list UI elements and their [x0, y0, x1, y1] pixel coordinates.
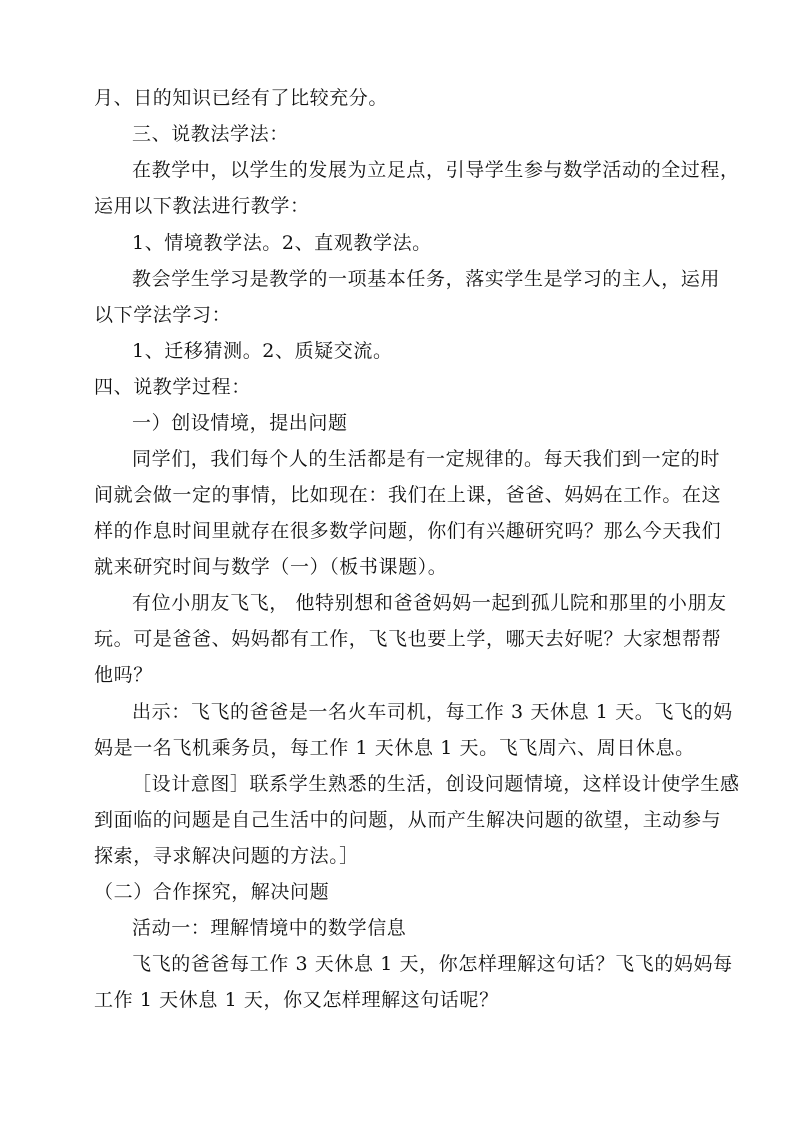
design-intent-line: ［设计意图］联系学生熟悉的生活，创设问题情境，这样设计使学生感: [132, 773, 740, 795]
subsection-heading: 一）创设情境，提出问题: [132, 412, 348, 434]
text-line: 月、日的知识已经有了比较充分。: [94, 87, 389, 109]
text-line: 工作 1 天休息 1 天，你又怎样理解这句话呢？: [94, 989, 499, 1011]
text-line: 教会学生学习是教学的一项基本任务，落实学生是学习的主人，运用: [132, 268, 721, 290]
text-line: 妈是一名飞机乘务员，每工作 1 天休息 1 天。飞飞周六、周日休息。: [94, 737, 695, 759]
text-line: 同学们，我们每个人的生活都是有一定规律的。每天我们到一定的时: [132, 448, 721, 470]
activity-heading: 活动一：理解情境中的数学信息: [132, 917, 407, 939]
text-line: 在教学中，以学生的发展为立足点，引导学生参与数学活动的全过程，: [132, 159, 740, 181]
text-line: 就来研究时间与数学（一）（板书课题）。: [94, 556, 448, 578]
section-heading: 四、说教学过程：: [94, 376, 251, 398]
text-line: 间就会做一定的事情，比如现在：我们在上课，爸爸、妈妈在工作。在这: [94, 484, 722, 506]
design-intent-line: 到面临的问题是自己生活中的问题，从而产生解决问题的欲望，主动参与: [94, 809, 722, 831]
text-line: 以下学法学习：: [94, 304, 232, 326]
text-line: 运用以下教法进行教学：: [94, 195, 310, 217]
text-line: 玩。可是爸爸、妈妈都有工作，飞飞也要上学，哪天去好呢？大家想帮帮: [94, 628, 722, 650]
text-line: 他吗？: [94, 664, 153, 686]
text-line: 1、迁移猜测。2、质疑交流。: [132, 340, 393, 362]
text-line: 飞飞的爸爸每工作 3 天休息 1 天，你怎样理解这句话？飞飞的妈妈每: [132, 953, 733, 975]
subsection-heading: （二）合作探究，解决问题: [94, 881, 330, 903]
section-heading: 三、说教法学法：: [132, 123, 289, 145]
text-line: 出示：飞飞的爸爸是一名火车司机，每工作 3 天休息 1 天。飞飞的妈: [132, 701, 733, 723]
text-line: 样的作息时间里就存在很多数学问题，你们有兴趣研究吗？那么今天我们: [94, 520, 722, 542]
text-line: 有位小朋友飞飞， 他特别想和爸爸妈妈一起到孤儿院和那里的小朋友: [132, 592, 727, 614]
design-intent-line: 探索，寻求解决问题的方法。］: [94, 845, 359, 867]
text-line: 1、情境教学法。2、直观教学法。: [132, 232, 432, 254]
